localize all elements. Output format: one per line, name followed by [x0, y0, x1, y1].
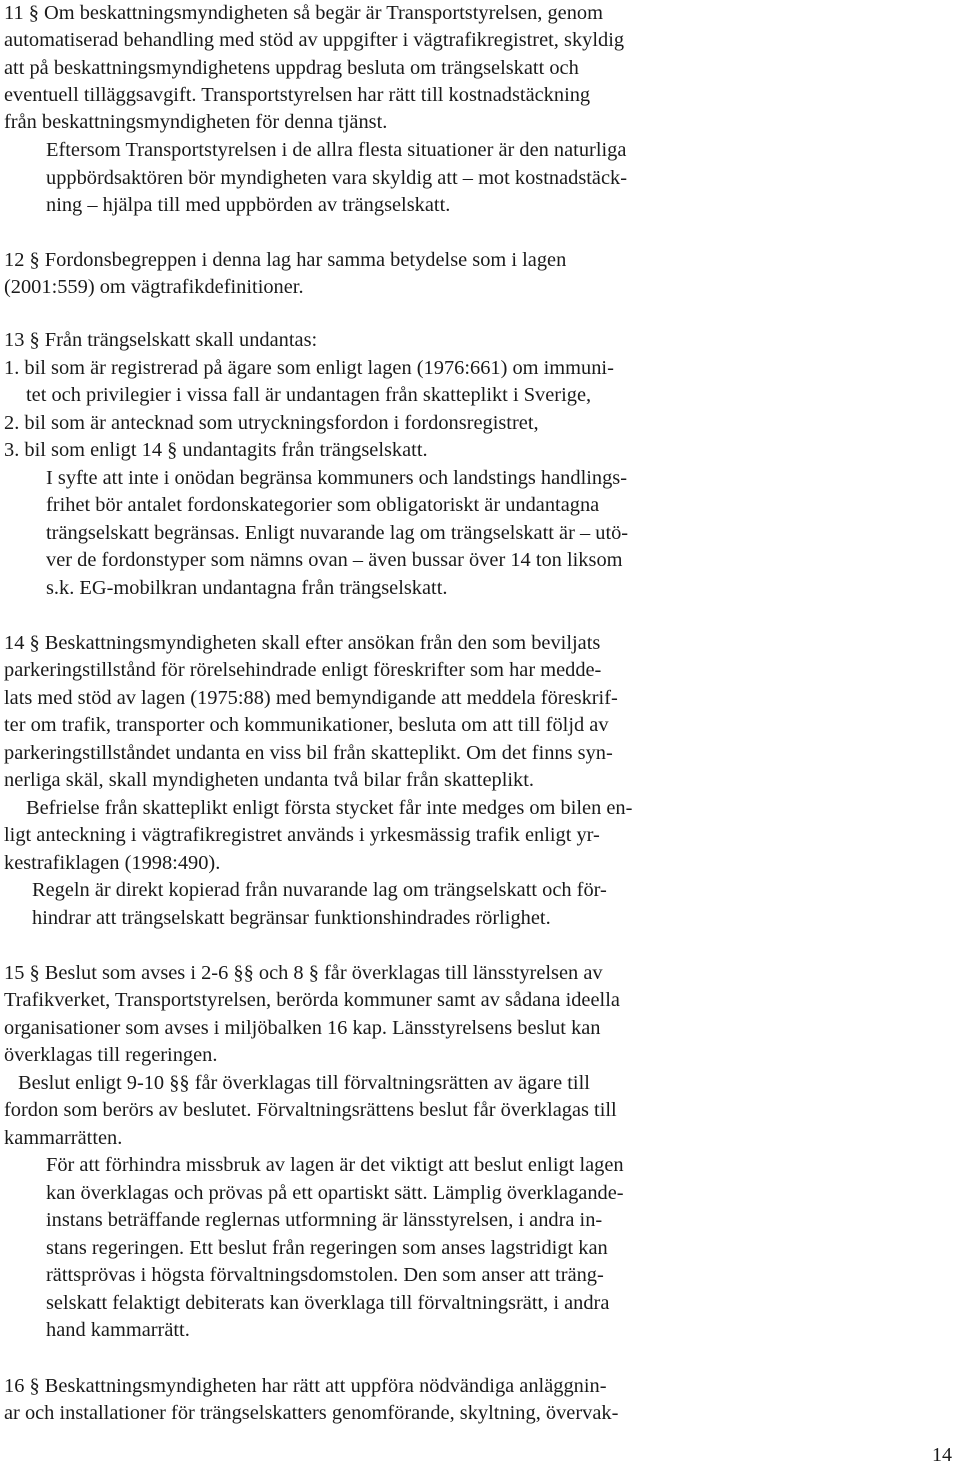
text-line: 14 § Beskattningsmyndigheten skall efter ansökan från den som beviljats [4, 632, 601, 654]
text-line: ligt anteckning i vägtrafikregistret används i yrkesmässig trafik enligt yr- [4, 824, 600, 846]
text-line: ning – hjälpa till med uppbörden av trängselskatt. [46, 194, 451, 216]
text-line: hand kammarrätt. [46, 1319, 190, 1341]
text-line: (2001:559) om vägtrafikdefinitioner. [4, 276, 304, 298]
text-line: För att förhindra missbruk av lagen är det viktigt att beslut enligt lagen [46, 1154, 624, 1176]
text-line: lats med stöd av lagen (1975:88) med bemyndigande att meddela föreskrif- [4, 687, 618, 709]
text-line: kan överklagas och prövas på ett opartiskt sätt. Lämplig överklagande- [46, 1182, 624, 1204]
text-line: rättsprövas i högsta förvaltningsdomstolen. Den som anser att träng- [46, 1264, 604, 1286]
text-line: 2. bil som är antecknad som utryckningsfordon i fordonsregistret, [4, 412, 539, 434]
text-line: 12 § Fordonsbegreppen i denna lag har samma betydelse som i lagen [4, 249, 567, 271]
text-line: ar och installationer för trängselskatters genomförande, skyltning, övervak- [4, 1402, 619, 1424]
text-line: Beslut enligt 9-10 §§ får överklagas till förvaltningsrätten av ägare till [18, 1072, 590, 1094]
text-line: kestrafiklagen (1998:490). [4, 852, 221, 874]
text-line: Befrielse från skatteplikt enligt första stycket får inte medges om bilen en- [26, 797, 633, 819]
text-line: 11 § Om beskattningsmyndigheten så begär är Transportstyrelsen, genom [4, 2, 603, 24]
text-line: organisationer som avses i miljöbalken 16 kap. Länsstyrelsens beslut kan [4, 1017, 601, 1039]
text-line: frihet bör antalet fordonskategorier som obligatoriskt är undantagna [46, 494, 600, 516]
text-line: överklagas till regeringen. [4, 1044, 218, 1066]
text-line: nerliga skäl, skall myndigheten undanta två bilar från skatteplikt. [4, 769, 535, 791]
text-line: att på beskattningsmyndighetens uppdrag besluta om trängselskatt och [4, 57, 579, 79]
text-line: ter om trafik, transporter och kommunikationer, besluta om att till följd av [4, 714, 609, 736]
text-line: kammarrätten. [4, 1127, 123, 1149]
text-line: 13 § Från trängselskatt skall undantas: [4, 329, 318, 351]
text-line: uppbördsaktören bör myndigheten vara skyldig att – mot kostnadstäck- [46, 167, 628, 189]
text-line: Trafikverket, Transportstyrelsen, berörda kommuner samt av sådana ideella [4, 989, 620, 1011]
text-line: Regeln är direkt kopierad från nuvarande lag om trängselskatt och för- [32, 879, 607, 901]
text-line: hindrar att trängselskatt begränsar funktionshindrades rörlighet. [32, 907, 551, 929]
text-line: automatiserad behandling med stöd av uppgifter i vägtrafikregistret, skyldig [4, 29, 625, 51]
text-line: parkeringstillstånd för rörelsehindrade enligt föreskrifter som har medde- [4, 659, 602, 681]
text-line: s.k. EG-mobilkran undantagna från trängselskatt. [46, 577, 448, 599]
text-line: parkeringstillståndet undanta en viss bil från skatteplikt. Om det finns syn- [4, 742, 613, 764]
text-line: ver de fordonstyper som nämns ovan – även bussar över 14 ton liksom [46, 549, 623, 571]
text-line: instans beträffande reglernas utformning är länsstyrelsen, i andra in- [46, 1209, 603, 1231]
text-line: 3. bil som enligt 14 § undantagits från trängselskatt. [4, 439, 428, 461]
text-line: eventuell tilläggsavgift. Transportstyrelsen har rätt till kostnadstäckning [4, 84, 591, 106]
text-line: trängselskatt begränsas. Enligt nuvarande lag om trängselskatt är – utö- [46, 522, 629, 544]
text-line: 16 § Beskattningsmyndigheten har rätt att uppföra nödvändiga anläggnin- [4, 1375, 607, 1397]
text-line: selskatt felaktigt debiterats kan överklaga till förvaltningsrätt, i andra [46, 1292, 610, 1314]
text-line: stans regeringen. Ett beslut från regeringen som anses lagstridigt kan [46, 1237, 608, 1259]
page-number: 14 [932, 1444, 952, 1466]
text-line: I syfte att inte i onödan begränsa kommuners och landstings handlings- [46, 467, 628, 489]
text-line: 1. bil som är registrerad på ägare som enligt lagen (1976:661) om immuni- [4, 357, 614, 379]
text-line: från beskattningsmyndigheten för denna tjänst. [4, 111, 388, 133]
text-line: Eftersom Transportstyrelsen i de allra flesta situationer är den naturliga [46, 139, 627, 161]
text-line: tet och privilegier i vissa fall är undantagen från skatteplikt i Sverige, [26, 384, 592, 406]
text-line: 15 § Beslut som avses i 2-6 §§ och 8 § får överklagas till länsstyrelsen av [4, 962, 603, 984]
text-line: fordon som berörs av beslutet. Förvaltningsrättens beslut får överklagas till [4, 1099, 617, 1121]
